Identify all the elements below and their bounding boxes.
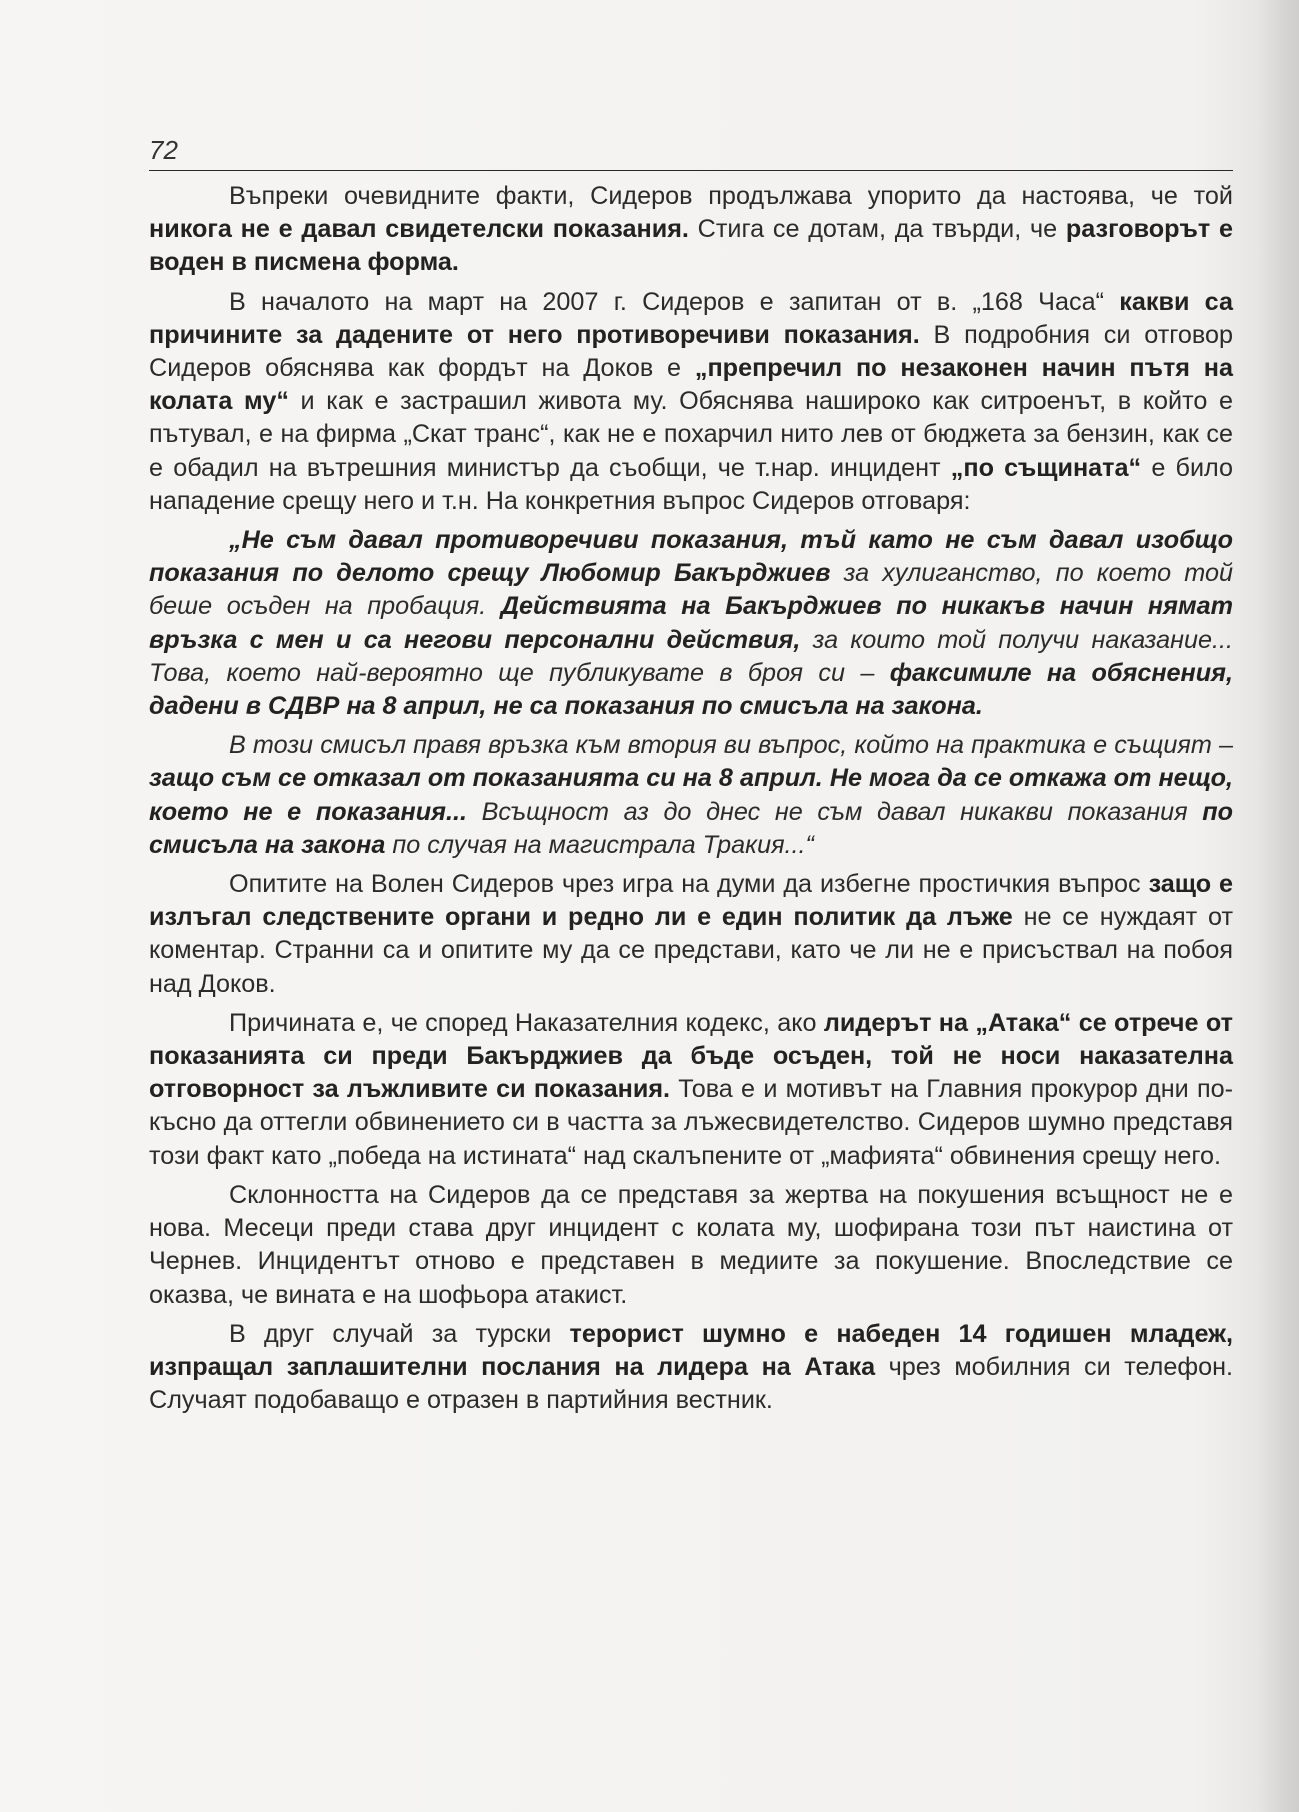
paragraph <box>149 868 1233 1001</box>
text-run: за хулиганство, по което той беше осъден на пробация. <box>149 559 1233 621</box>
text-run: е било нападение срещу него и т.н. На конкретния въпрос Сидеров отговаря: <box>149 453 1234 515</box>
bold-text-run: лидерът на „Атака“ се отрече от показанията си преди Бакърджиев да бъде осъден, той не носи наказателна отговорност за лъжливите си показания. <box>149 1008 1233 1104</box>
text-run: Причината е, че според Наказателния кодекс, ако <box>229 1008 824 1037</box>
text-run: Склонността на Сидеров да се представя за жертва на покушения всъщност не е нова. Месеци преди става друг инцидент с колата му, шофирана този път наистина от Чернев. Инцидентът отново е представен в медиите за покушение. Впоследствие се оказва, че вината е на шофьора атакист. <box>149 1180 1233 1309</box>
page-header <box>149 128 1233 171</box>
bold-text-run: защо е излъгал следствените органи и редно ли е един политик да лъже <box>149 870 1234 932</box>
text-run: В друг случай за турски <box>229 1319 570 1348</box>
bold-text-run: никога не е давал свидетелски показания. <box>149 215 689 244</box>
bold-text-run: факсимиле на обяснения, дадени в СДВР на 8 април, не са показания по смисъла на закона. <box>149 658 1233 721</box>
page-number: 72 <box>149 135 178 165</box>
bold-text-run: какви са причините за дадените от него противоречиви показания. <box>149 287 1234 349</box>
text-run: чрез мобилния си телефон. Случаят подобаващо е отразен в партийния вестник. <box>149 1352 1233 1415</box>
body-text <box>149 180 1233 1423</box>
bold-text-run: Действията на Бакърджиев по никакъв начин нямат връзка с мен и са негови персонални действия, <box>149 592 1233 654</box>
text-run: Стига се дотам, да твърди, че <box>688 215 1066 244</box>
bold-text-run: разговорът е воден в писмена форма. <box>149 215 1233 277</box>
paragraph <box>149 1007 1233 1173</box>
bold-text-run: „по същината“ <box>950 453 1142 482</box>
paragraph <box>149 524 1233 723</box>
text-run: не се нуждаят от коментар. Странни са и опитите му да се представи, като че ли не е присъствал на побоя над Доков. <box>149 903 1233 998</box>
bold-text-run: по смисъла на закона <box>149 797 1233 859</box>
paragraph <box>149 1318 1233 1418</box>
text-run: В този смисъл правя връзка към втория ви въпрос, който на практика е същият – <box>229 731 1233 760</box>
text-run: В подробния си отговор Сидеров обяснява как фордът на Доков е <box>149 320 1233 383</box>
text-run: и как е застрашил живота му. Обяснява нашироко как ситроенът, в който е пътувал, е на фирма „Скат транс“, как не е похарчил нито лев от бюджета за бензин, как се е обадил на вътрешния министър да съобщи, че т.нар. инцидент <box>149 387 1233 482</box>
text-run: Опитите на Волен Сидеров чрез игра на думи да избегне простичкия въпрос <box>229 870 1149 899</box>
bold-text-run: терорист шумно е набеден 14 годишен младеж, изпращал заплашителни послания на лидера на Атака <box>149 1319 1233 1381</box>
paragraph <box>149 286 1233 518</box>
bold-text-run: „препречил по незаконен начин пътя на колата му“ <box>149 354 1234 416</box>
paragraph <box>149 729 1233 862</box>
paragraph <box>149 1179 1233 1312</box>
text-run: В началото на март на 2007 г. Сидеров е запитан от в. „168 Часа“ <box>229 287 1120 316</box>
text-run: Всъщност аз до днес не съм давал никакви показания <box>466 797 1203 826</box>
text-run: Това е и мотивът на Главния прокурор дни по-късно да оттегли обвинението си в частта за лъжесвидетелство. Сидеров шумно представя този факт като „победа на истината“ над скалъпените от „мафията“ обвинения срещу него. <box>149 1075 1233 1170</box>
bold-text-run: защо съм се отказал от показанията си на 8 април. Не мога да се откажа от нещо, което не е показания... <box>149 764 1233 826</box>
text-run: Въпреки очевидните факти, Сидеров продължава упорито да настоява, че той <box>229 182 1233 210</box>
bold-text-run: „Не съм давал противоречиви показания, тъй като не съм давал изобщо показания по делото срещу Любомир Бакърджиев <box>149 526 1233 588</box>
text-run: по случая на магистрала Тракия...“ <box>385 830 814 859</box>
page-edge-shadow <box>1261 0 1299 1812</box>
text-run: за които той получи наказание... Това, което най-вероятно ще публикувате в броя си – <box>149 625 1233 687</box>
paragraph <box>149 180 1233 280</box>
